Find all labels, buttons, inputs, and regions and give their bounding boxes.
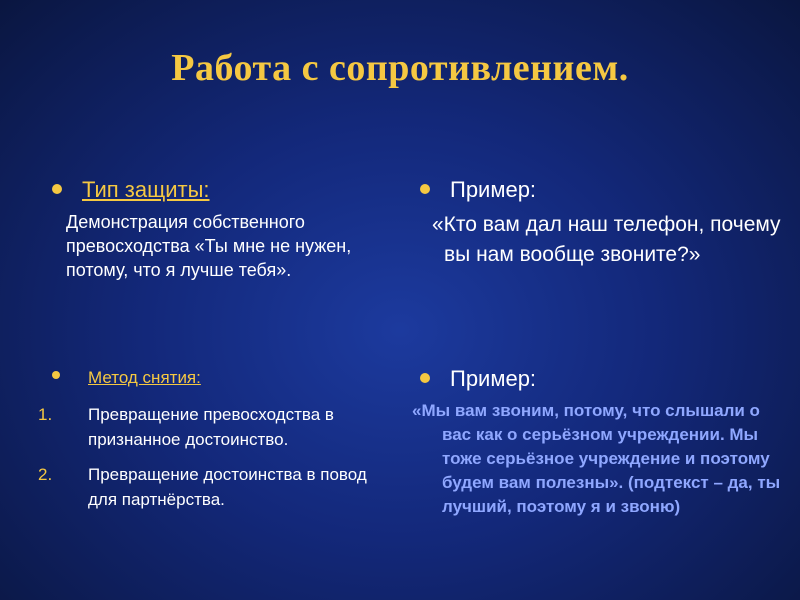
bullet-dot-icon [420, 373, 430, 383]
method-item-number: 1. [38, 405, 53, 424]
left-column [44, 176, 384, 282]
method-item-number: 2. [38, 465, 53, 484]
method-item [38, 462, 389, 512]
slide-title: Работа с сопротивлением. [171, 47, 629, 89]
example-quote: «Кто вам дал наш телефон, почему вы нам вообще звоните?» [432, 213, 781, 266]
bullet-dot-icon [52, 371, 60, 379]
right-column [412, 176, 782, 270]
defense-type-text: Демонстрация собственного превосходства «Ты мне не нужен, потому, что я лучше тебя». [66, 212, 352, 280]
second-example-heading [412, 365, 784, 393]
method-label: Метод снятия: [88, 368, 201, 387]
second-example-label: Пример: [450, 366, 537, 391]
bullet-dot-icon [420, 184, 430, 194]
defense-type-label: Тип защиты: [82, 177, 210, 202]
second-example-text: «Мы вам звоним, потому, что слышали о вас как о серьёзном учреждении. Мы тоже серьёзное учреждение и поэтому будем вам полезны». (подтекст – да, ты лучший, поэтому я и звоню) [412, 401, 781, 516]
method-item-text: Превращение достоинства в повод для партнёрства. [88, 465, 367, 509]
example-label: Пример: [450, 177, 537, 202]
example-heading [412, 176, 782, 204]
method-item [38, 402, 389, 452]
method-heading [44, 364, 389, 392]
method-section [38, 364, 389, 512]
method-item-text: Превращение превосходства в признанное достоинство. [88, 405, 334, 449]
second-example-section [412, 365, 784, 519]
bullet-dot-icon [52, 184, 62, 194]
defense-type-heading [44, 176, 384, 204]
